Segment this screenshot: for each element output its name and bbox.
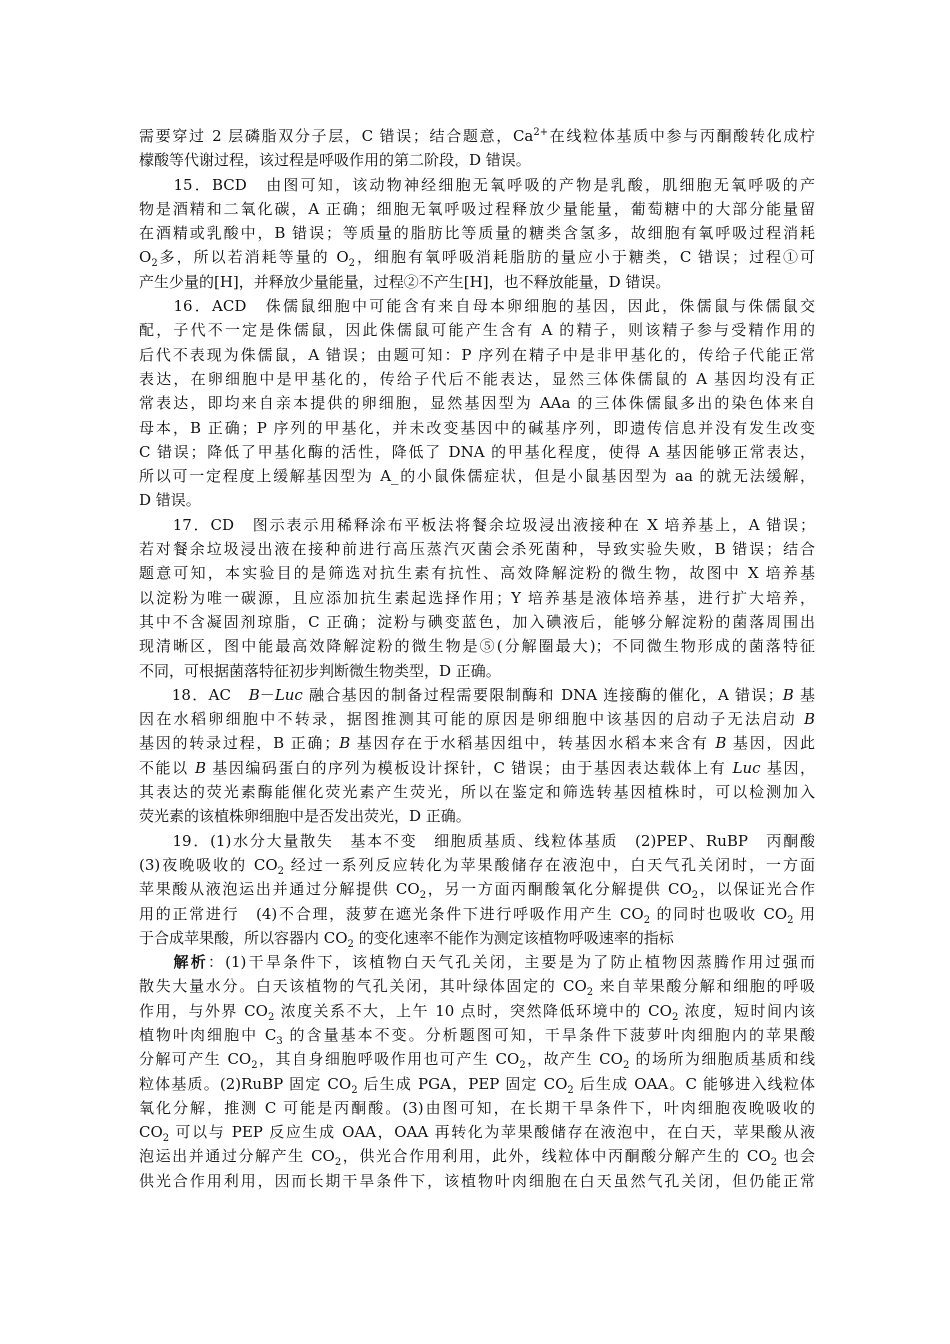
text-line: 其表达的荧光素酶能催化荧光素产生荧光，所以在鉴定和筛选转基因植株时，可以检测加入 xyxy=(139,783,815,802)
text-line: 18．AC B－Luc 融合基因的制备过程需要限制酶和 DNA 连接酶的催化，A 错误；B 基 xyxy=(139,685,815,704)
text-line: 以淀粉为唯一碳源，且应添加抗生素起选择作用；Y 培养基是液体培养基，进行扩大培养， xyxy=(139,588,815,607)
text-line: 表达，在卵细胞中是甲基化的，传给子代后不能表达，显然三体侏儒鼠的 A 基因均没有正 xyxy=(139,369,815,388)
text-line: 题意可知，本实验目的是筛选对抗生素有抗性、高效降解淀粉的微生物，故图中 X 培养基 xyxy=(139,564,815,583)
text-line: 供光合作用利用，因而长期干旱条件下，该植物叶肉细胞在白天虽然气孔关闭，但仍能正常 xyxy=(139,1171,815,1190)
text-line: 需要穿过 2 层磷脂双分子层，C 错误；结合题意，$Ca^{2+}$在线粒体基质中参与丙酮酸转化成柠 xyxy=(139,127,815,145)
text-line: 植物叶肉细胞中 $C_3$ 的含量基本不变。分析题图可知，干旱条件下菠萝叶肉细胞内的苹果酸 xyxy=(139,1025,815,1047)
text-line: 产生少量的[H]，并释放少量能量，过程②不产生[H]，也不释放能量，D 错误。 xyxy=(139,272,671,291)
text-line: 其中不含凝固剂琼脂，C 正确；淀粉与碘变蓝色，加入碘液后，能够分解淀粉的菌落周围出 xyxy=(139,612,815,631)
text-line: 若对餐余垃圾浸出液在接种前进行高压蒸汽灭菌会杀死菌种，导致实验失败，B 错误；结合 xyxy=(139,540,815,559)
text-line: 氧化分解，推测 C 可能是丙酮酸。(3)由图可知，在长期干旱条件下，叶肉细胞夜晚吸收的 xyxy=(139,1098,815,1117)
text-line: 所以可一定程度上缓解基因型为 A_的小鼠侏儒症状，但是小鼠基因型为 aa 的就无法缓解， xyxy=(139,467,815,486)
text-line: 因在水稻卵细胞中不转录，据图推测其可能的原因是卵细胞中该基因的启动子无法启动 B xyxy=(139,710,815,729)
text-line: 配，子代不一定是侏儒鼠，因此侏儒鼠可能产生含有 A 的精子，则该精子参与受精作用的 xyxy=(139,321,815,340)
text-line: D 错误。 xyxy=(139,491,201,510)
text-line: 17．CD 图示表示用稀释涂布平板法将餐余垃圾浸出液接种在 X 培养基上，A 错误； xyxy=(139,515,815,534)
text-line: 檬酸等代谢过程，该过程是呼吸作用的第二阶段，D 错误。 xyxy=(139,151,531,170)
text-line: 解析：(1)干旱条件下，该植物白天气孔关闭，主要是为了防止植物因蒸腾作用过强而 xyxy=(173,953,815,972)
text-line: 散失大量水分。白天该植物的气孔关闭，其叶绿体固定的 $CO_2$ 来自苹果酸分解和细胞的呼吸 xyxy=(139,977,815,999)
text-line: 荧光素的该植株卵细胞中是否发出荧光，D 正确。 xyxy=(139,807,471,826)
text-line: 19．(1)水分大量散失 基本不变 细胞质基质、线粒体基质 (2)PEP、RuBP 丙酮酸 xyxy=(139,831,815,850)
text-line: $CO_2$ 可以与 PEP 反应生成 OAA，OAA 再转化为苹果酸储存在液泡中，在白天，苹果酸从液 xyxy=(139,1123,815,1145)
text-line: 在酒精或乳酸中，B 错误；等质量的脂肪比等质量的糖类含氢多，故细胞有氧呼吸过程消耗 xyxy=(139,224,815,243)
text-line: 泡运出并通过分解产生 $CO_2$，供光合作用利用，此外，线粒体中丙酮酸分解产生的 $CO_2$ 也会 xyxy=(139,1147,815,1169)
text-line: 用的正常进行 (4)不合理，菠萝在遮光条件下进行呼吸作用产生 $CO_2$ 的同时也吸收 $CO_2$ 用 xyxy=(139,904,816,926)
text-line: 现清晰区，图中能最高效降解淀粉的微生物是⑤(分解圈最大)；不同微生物形成的菌落特征 xyxy=(139,637,815,656)
text-line: 作用，与外界 $CO_2$ 浓度关系不大，上午 10 点时，突然降低环境中的 $CO_2$ 浓度，短时间内该 xyxy=(139,1001,815,1023)
text-line: $O_2$多，所以若消耗等量的 $O_2$，细胞有氧呼吸消耗脂肪的量应小于糖类，C 错误；过程①可 xyxy=(139,248,815,270)
text-line: 苹果酸从液泡运出并通过分解提供 $CO_2$，另一方面丙酮酸氧化分解提供 $CO_2$，以保证光合作 xyxy=(139,880,815,902)
text-line: 常表达，即均来自亲本提供的卵细胞，显然基因型为 AAa 的三体侏儒鼠多出的染色体来自 xyxy=(139,394,815,413)
text-line: 后代不表现为侏儒鼠，A 错误；由题可知：P 序列在精子中是非甲基化的，传给子代能正常 xyxy=(139,345,815,364)
text-line: 粒体基质。(2)RuBP 固定 $CO_2$ 后生成 PGA，PEP 固定 $CO_2$ 后生成 OAA。C 能够进入线粒体 xyxy=(139,1074,815,1096)
text-line: 15．BCD 由图可知，该动物神经细胞无氧呼吸的产物是乳酸，肌细胞无氧呼吸的产 xyxy=(139,175,815,194)
text-line: C 错误；降低了甲基化酶的活性，降低了 DNA 的甲基化程度，使得 A 基因能够正常表达， xyxy=(139,442,815,461)
text-line: 16．ACD 侏儒鼠细胞中可能含有来自母本卵细胞的基因，因此，侏儒鼠与侏儒鼠交 xyxy=(139,297,815,316)
text-line: 不同，可根据菌落特征初步判断微生物类型，D 正确。 xyxy=(139,661,501,680)
text-line: 物是酒精和二氧化碳，A 正确；细胞无氧呼吸过程释放少量能量，葡萄糖中的大部分能量留 xyxy=(139,199,815,218)
text-line: 母本，B 正确；P 序列的甲基化，并未改变基因中的碱基序列，即遗传信息并没有发生改变 xyxy=(139,418,815,437)
text-line: 于合成苹果酸，所以容器内 $CO_2$ 的变化速率不能作为测定该植物呼吸速率的指标 xyxy=(139,928,674,950)
document-body xyxy=(139,124,815,1193)
text-line: 不能以 B 基因编码蛋白的序列为模板设计探针，C 错误；由于基因表达载体上有 Luc 基因， xyxy=(139,758,815,777)
text-line: (3)夜晚吸收的 $CO_2$ 经过一系列反应转化为苹果酸储存在液泡中，白天气孔关闭时，一方面 xyxy=(139,855,815,877)
text-line: 分解可产生 $CO_2$，其自身细胞呼吸作用也可产生 $CO_2$，故产生 $CO_2$ 的场所为细胞质基质和线 xyxy=(139,1050,816,1072)
text-line: 基因的转录过程，B 正确；B 基因存在于水稻基因组中，转基因水稻本来含有 B 基因，因此 xyxy=(139,734,815,753)
